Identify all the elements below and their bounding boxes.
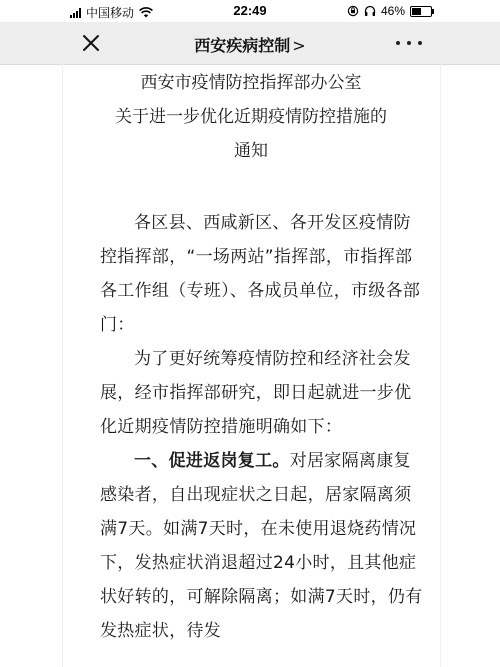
account-name: 西安疾病控制 [194, 36, 291, 55]
title-line-2: 通知 [234, 141, 268, 161]
intro-paragraph: 为了更好统筹疫情防控和经济社会发展，经市指挥部研究，即日起就进一步优化近期疫情防控措施明确如下： [100, 349, 412, 437]
section-1-heading: 一、促进返岗复工。 [134, 451, 290, 471]
article-content [62, 64, 440, 667]
headphones-icon [364, 5, 376, 17]
battery-icon [410, 6, 432, 17]
chevron-right-icon: > [292, 36, 306, 55]
status-right [347, 4, 432, 18]
battery-percent: 46% [380, 4, 405, 18]
content-border-right [440, 64, 441, 667]
carrier-label: 中国移动 [86, 6, 135, 20]
more-button[interactable] [396, 34, 422, 52]
section-1-body: 对居家隔离康复感染者，自出现症状之日起，居家隔离须满7天。如满7天时，在未使用退烧药情况下，发热症状消退超过24小时，且其他症状好转的，可解除隔离；如满7天时，仍有发热症状，待发 [100, 451, 423, 641]
orientation-lock-icon [347, 5, 359, 17]
clock: 22:49 [233, 3, 267, 18]
address-paragraph: 各区县、西咸新区、各开发区疫情防控指挥部，“一场两站”指挥部，市指挥部各工作组（专班）、各成员单位，市级各部门： [100, 213, 421, 335]
status-bar [0, 0, 500, 22]
document-header [62, 64, 440, 168]
issuer-line: 西安市疫情防控指挥部办公室 [140, 73, 362, 93]
more-icon-dot [418, 41, 422, 45]
more-icon-dot [407, 41, 411, 45]
account-title[interactable] [0, 33, 500, 56]
nav-bar [0, 22, 500, 65]
title-line: 关于进一步优化近期疫情防控措施的 [115, 107, 387, 127]
section-1-paragraph [62, 444, 440, 648]
spacer [62, 168, 440, 206]
more-icon-dot [396, 41, 400, 45]
